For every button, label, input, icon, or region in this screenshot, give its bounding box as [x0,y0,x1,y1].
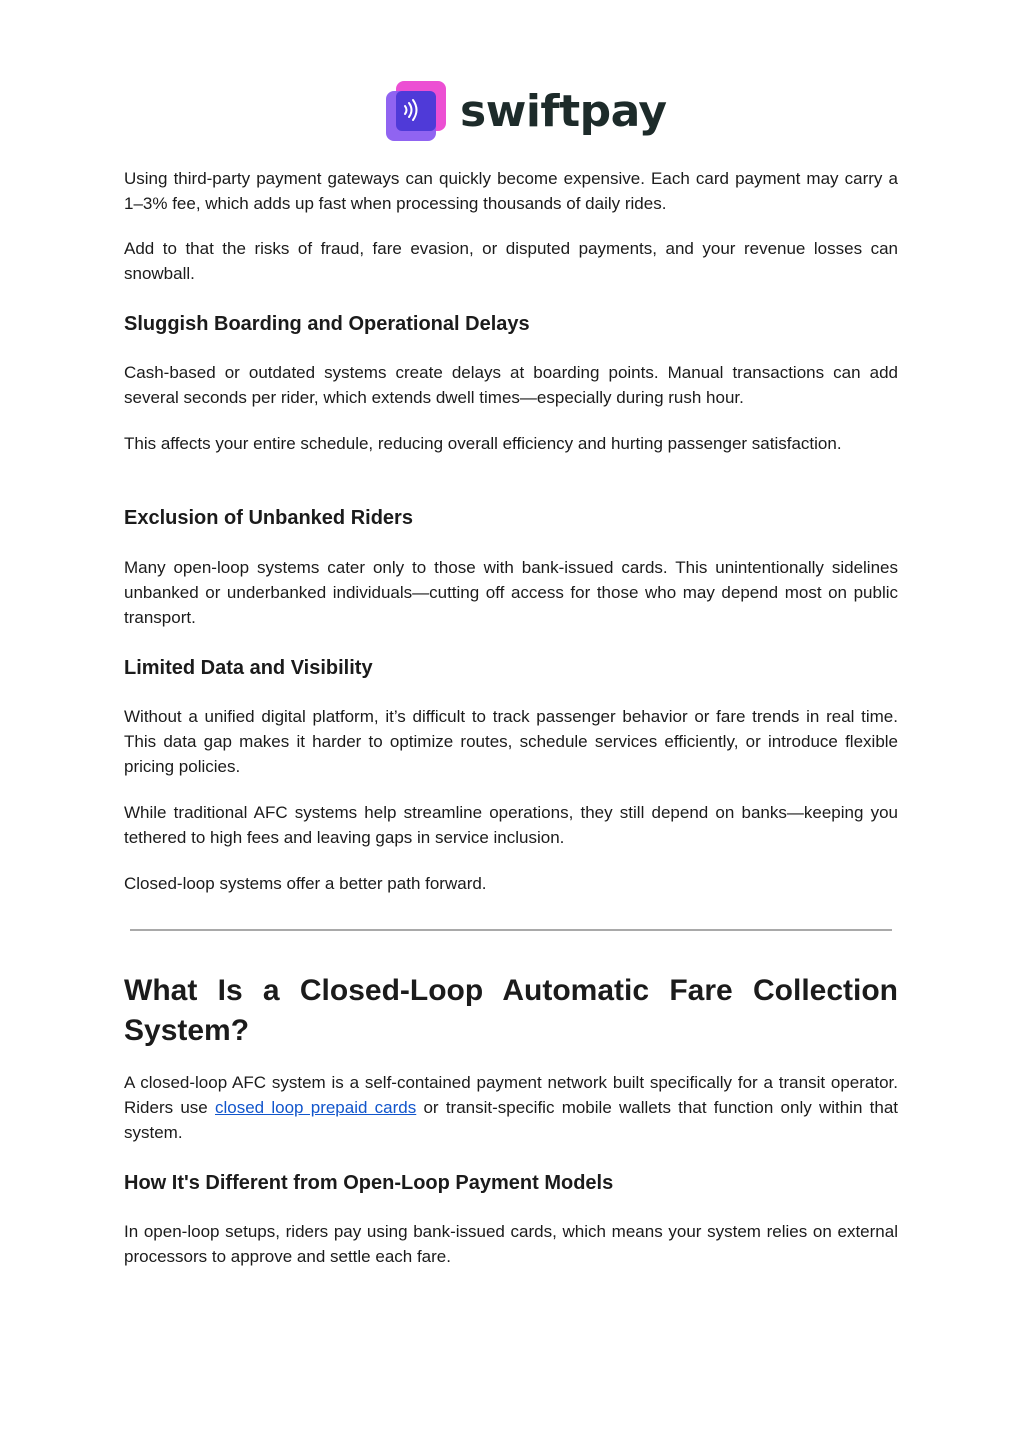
main-heading: What Is a Closed-Loop Automatic Fare Collection System? [124,974,898,1047]
paragraph-text: Add to that the risks of fraud, fare evasion, or disputed payments, and your revenue losses can snowball. [124,239,898,283]
heading-how-different [124,1170,898,1196]
paragraph-gateway-fees [124,166,898,216]
section-heading: Sluggish Boarding and Operational Delays [124,313,530,335]
heading-sluggish-boarding [124,311,898,337]
section-heading: How It's Different from Open-Loop Payment Models [124,1172,614,1194]
text-segment: or transit-specific mobile wallets that function only within that system. [124,1098,898,1142]
paragraph-text: While traditional AFC systems help streamline operations, they still depend on banks—keeping you tethered to high fees and leaving gaps in service inclusion. [124,803,898,847]
paragraph-text: This affects your entire schedule, reducing overall efficiency and hurting passenger satisfaction. [124,434,842,453]
closed-loop-prepaid-cards-link[interactable]: closed loop prepaid cards [215,1098,417,1117]
paragraph-boarding-delays [124,360,898,410]
paragraph-text: Cash-based or outdated systems create delays at boarding points. Manual transactions can add several seconds per rider, which extends dwell times—especially during rush hour. [124,363,898,407]
heading-exclusion-unbanked [124,505,898,531]
text-segment: A closed-loop AFC system is a self-contained payment network built specifically for a transit operator. Riders use [124,1073,898,1117]
paragraph-closed-loop-definition [124,1070,898,1145]
section-heading: Limited Data and Visibility [124,657,373,679]
paragraph-text: Many open-loop systems cater only to those with bank-issued cards. This unintentionally sidelines unbanked or underbanked individuals—cutting off access for those who may depend most on public transport. [124,558,898,627]
logo-mark [386,81,448,143]
section-divider [130,929,892,931]
paragraph-fraud-risk [124,236,898,286]
paragraph-schedule-impact [124,431,898,456]
paragraph-open-loop [124,1219,898,1269]
section-heading: Exclusion of Unbanked Riders [124,507,413,529]
paragraph-text: Without a unified digital platform, it’s difficult to track passenger behavior or fare trends in real time. This data gap makes it harder to optimize routes, schedule services efficiently, or introduce flexible pricing policies. [124,707,898,776]
paragraph-text: Closed-loop systems offer a better path forward. [124,874,487,893]
heading-limited-data [124,655,898,681]
paragraph-traditional-afc [124,800,898,850]
paragraph-data-gap [124,704,898,779]
heading-what-is-closed-loop [124,971,898,1051]
paragraph-text [124,1070,898,1145]
paragraph-text: Using third-party payment gateways can quickly become expensive. Each card payment may carry a 1–3% fee, which adds up fast when processing thousands of daily rides. [124,169,898,213]
paragraph-closed-loop-intro [124,871,898,896]
paragraph-unbanked [124,555,898,630]
logo-wordmark: swiftpay [460,86,667,137]
contactless-icon [400,97,424,123]
swiftpay-logo [386,81,667,143]
paragraph-text: In open-loop setups, riders pay using bank-issued cards, which means your system relies on external processors to approve and settle each fare. [124,1222,898,1266]
